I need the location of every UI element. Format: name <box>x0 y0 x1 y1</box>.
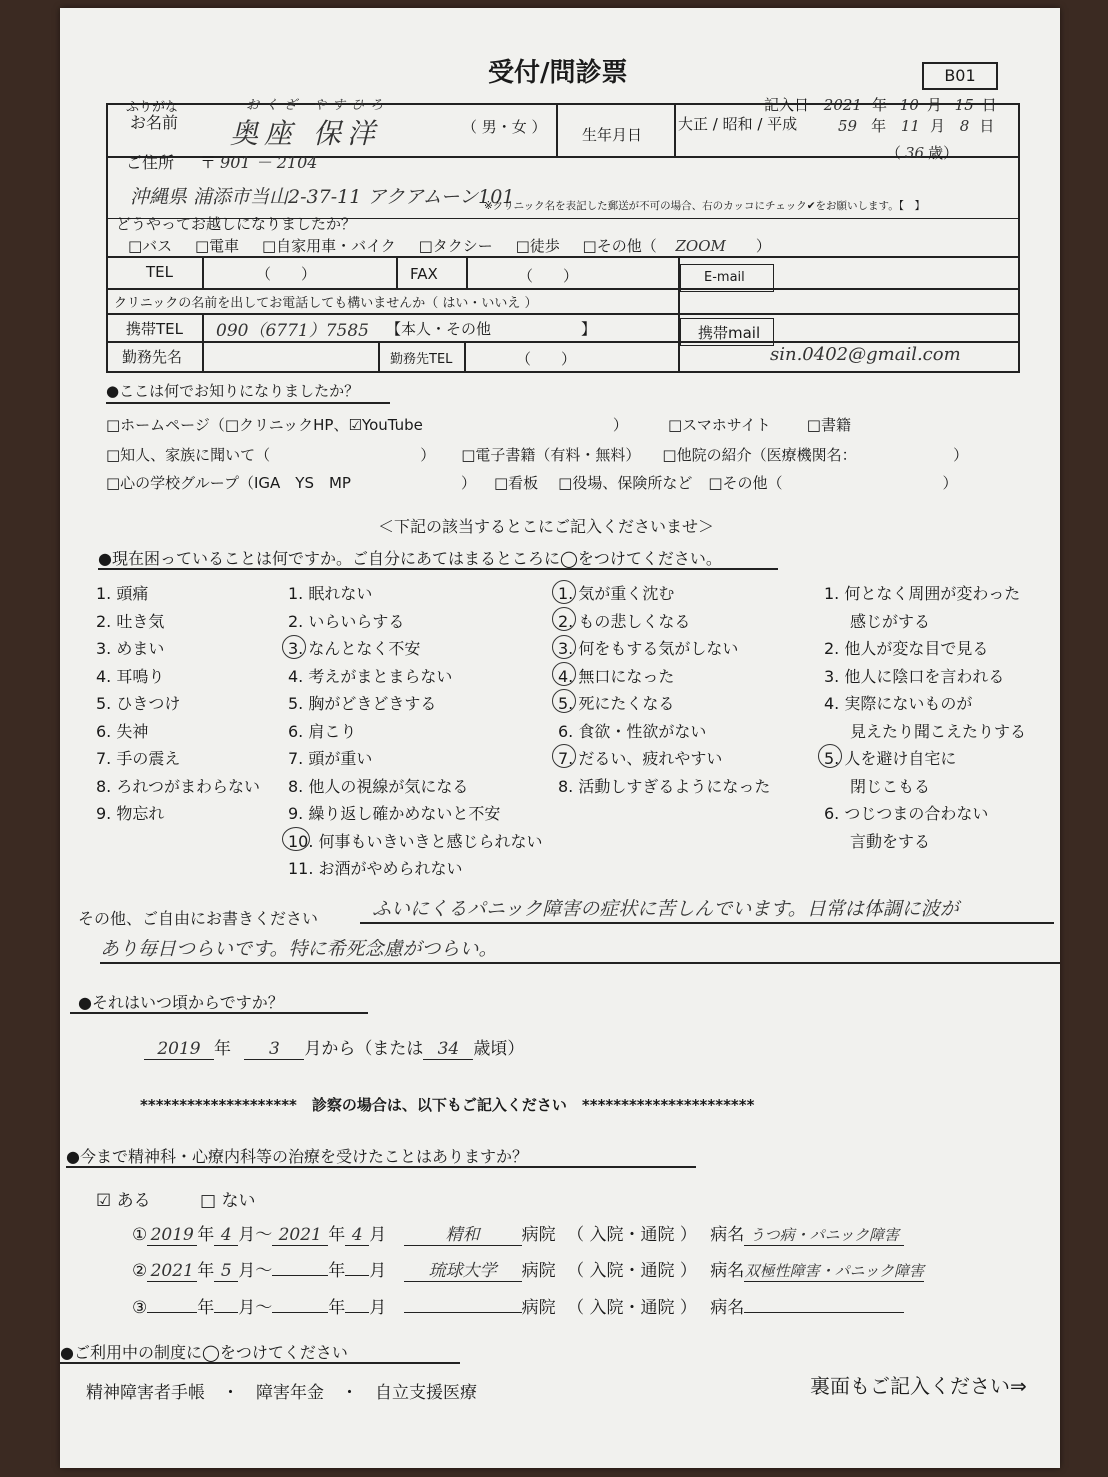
tel-paren: （ ） <box>256 265 317 283</box>
era-select[interactable]: 大正 / 昭和 / 平成 <box>678 115 798 133</box>
name-value: 奥座 保洋 <box>230 117 381 150</box>
access-walk[interactable]: □徒歩 <box>515 237 560 255</box>
referral-row-3[interactable]: □心の学校グループ（IGA YS MP ） □看板 □役場、保険所など □その他（ ） <box>106 474 958 492</box>
selection-mark <box>818 744 842 768</box>
email-label: E-mail <box>704 270 745 285</box>
treatment-no[interactable]: □ ない <box>200 1191 256 1211</box>
treatment-question: ●今まで精神科・心療内科等の治療を受けたことはありますか？ <box>66 1147 528 1166</box>
birth-date: 59 年 11 月 8 日 <box>838 117 995 135</box>
since-answer: 2019 年 3 月から（または 34 歳頃） <box>144 1034 524 1060</box>
furigana-label: ふりがな <box>126 100 179 115</box>
selection-mark <box>552 744 576 768</box>
since-question: ●それはいつ頃からですか？ <box>78 993 284 1012</box>
selection-mark <box>552 635 576 659</box>
form-title: 受付/問診票 <box>488 58 628 88</box>
referral-row-2[interactable]: □知人、家族に聞いて（ ） □電子書籍（有料・無料） □他院の紹介（医療機関名： ） <box>106 446 969 464</box>
gender-select[interactable]: （ 男・女 ） <box>462 118 547 136</box>
free-text-line-1: ふいにくるパニック障害の症状に苦しんでいます。日常は体調に波が <box>372 898 959 920</box>
entry-date: 記入日 2021 年 10 月 15 日 <box>764 96 997 114</box>
fax-label: FAX <box>410 265 438 283</box>
address-note: ※クリニック名を表記した郵送が不可の場合、右のカッコにチェック✔をお願いします。【 】 <box>484 200 925 212</box>
age: （ 36 歳） <box>886 144 959 162</box>
access-other-value: ZOOM <box>675 237 726 255</box>
system-question: ●ご利用中の制度に◯をつけてください <box>60 1343 348 1362</box>
postal-code: 〒 901 － 2104 <box>200 153 318 172</box>
treatment-row-3: ③ 年 月～ 年 月 病院 （ 入院・通院 ） 病名 <box>132 1292 904 1318</box>
access-car[interactable]: □自家用車・バイク <box>261 237 396 255</box>
tel-label: TEL <box>146 263 173 281</box>
free-text-line-2: あり毎日つらいです。特に希死念慮がつらい。 <box>100 938 498 960</box>
form-paper <box>60 8 1060 1468</box>
birth-label: 生年月日 <box>582 126 643 144</box>
selection-mark <box>552 607 576 631</box>
selection-mark <box>282 827 310 851</box>
symptoms-header: ＜下記の該当するとこにご記入くださいませ＞ <box>378 517 715 536</box>
address-value: 沖縄県 浦添市当山2-37-11 アクアムーン101 <box>130 186 515 208</box>
access-taxi[interactable]: □タクシー <box>418 237 493 255</box>
address-label: ご住所 <box>126 153 175 172</box>
selection-mark <box>282 635 306 659</box>
mobile-mail-label: 携帯mail <box>698 324 761 342</box>
work-tel-paren: （ ） <box>516 350 577 368</box>
selection-mark <box>552 689 576 713</box>
symptoms-col-2[interactable]: 1. 眠れない 2. いらいらする 3. なんとなく不安 4. 考えがまとまらない 5. 胸がどきどきする 6. 肩こり 7. 頭が重い 8. 他人の視線が気になる 9. 繰り返し確かめないと不安 10. 何事もいきいきと感じられない 11. お酒がやめられない <box>288 584 543 878</box>
fax-paren: （ ） <box>518 267 579 285</box>
selection-mark <box>552 662 576 686</box>
mobile-label: 携帯TEL <box>126 320 183 338</box>
treatment-yes[interactable]: ☑ ある <box>96 1191 151 1211</box>
furigana-value: おくざ やすひろ <box>246 98 390 113</box>
access-bus[interactable]: □バス <box>128 237 173 255</box>
work-tel-label: 勤務先TEL <box>390 352 453 367</box>
back-side-note: 裏面もご記入ください⇒ <box>810 1374 1027 1398</box>
treatment-row-1: ① 2019 年 4 月～ 2021 年 4 月 精和 病院 （ 入院・通院 ） 病名 うつ病・パニック障害 <box>132 1220 904 1246</box>
referral-row-1[interactable]: □ホームページ（□クリニックHP、☑YouTube ） □スマホサイト □書籍 <box>106 416 851 434</box>
selection-mark <box>552 580 576 604</box>
exam-banner: ******************** 診察の場合は、以下もご記入ください ********************** <box>140 1096 755 1114</box>
access-question: どうやってお越しになりましたか？ <box>116 215 357 233</box>
system-options[interactable]: 精神障害者手帳 ・ 障害年金 ・ 自立支援医療 <box>86 1383 477 1403</box>
form-code: B01 <box>922 62 998 90</box>
mobile-value: 090（6771）7585 <box>216 321 369 341</box>
symptoms-col-4[interactable]: 1. 何となく周囲が変わった 感じがする 2. 他人が変な目で見る 3. 他人に陰口を言われる 4. 実際にないものが 見えたり聞こえたりする 5. 人を避け自宅に 閉じこもる 6. つじつまの合わない 言動をする <box>824 584 1027 851</box>
access-options: □バス □電車 □自家用車・バイク □タクシー □徒歩 □その他（ ZOOM ） <box>128 237 771 255</box>
call-ok-question[interactable]: クリニックの名前を出してお電話しても構いませんか（ はい・いいえ ） <box>114 296 538 311</box>
access-train[interactable]: □電車 <box>194 237 240 255</box>
free-label: その他、ご自由にお書きください <box>78 909 319 928</box>
work-label: 勤務先名 <box>122 348 183 366</box>
mobile-mail-value: sin.0402@gmail.com <box>770 344 961 365</box>
symptoms-col-3[interactable]: 1. 気が重く沈む 2. もの悲しくなる 3. 何をもする気がしない 4. 無口になった 5. 死にたくなる 6. 食欲・性欲がない 7. だるい、疲れやすい 8. 活動しすぎるようになった <box>558 584 771 796</box>
name-label: お名前 <box>130 113 179 132</box>
symptoms-question: ●現在困っていることは何ですか。ご自分にあてはまるところに◯をつけてください。 <box>98 549 722 568</box>
symptoms-col-1[interactable]: 1. 頭痛 2. 吐き気 3. めまい 4. 耳鳴り 5. ひきつけ 6. 失神 7. 手の震え 8. ろれつがまわらない 9. 物忘れ <box>96 584 261 823</box>
treatment-row-2: ② 2021 年 5 月～ 年 月 琉球大学 病院 （ 入院・通院 ） 病名双極性障害・パニック障害 <box>132 1256 924 1282</box>
access-other[interactable]: □その他（ <box>582 237 657 255</box>
mobile-owner: 【本人・その他 】 <box>386 320 597 338</box>
referral-question: ●ここは何でお知りになりましたか？ <box>106 382 360 400</box>
